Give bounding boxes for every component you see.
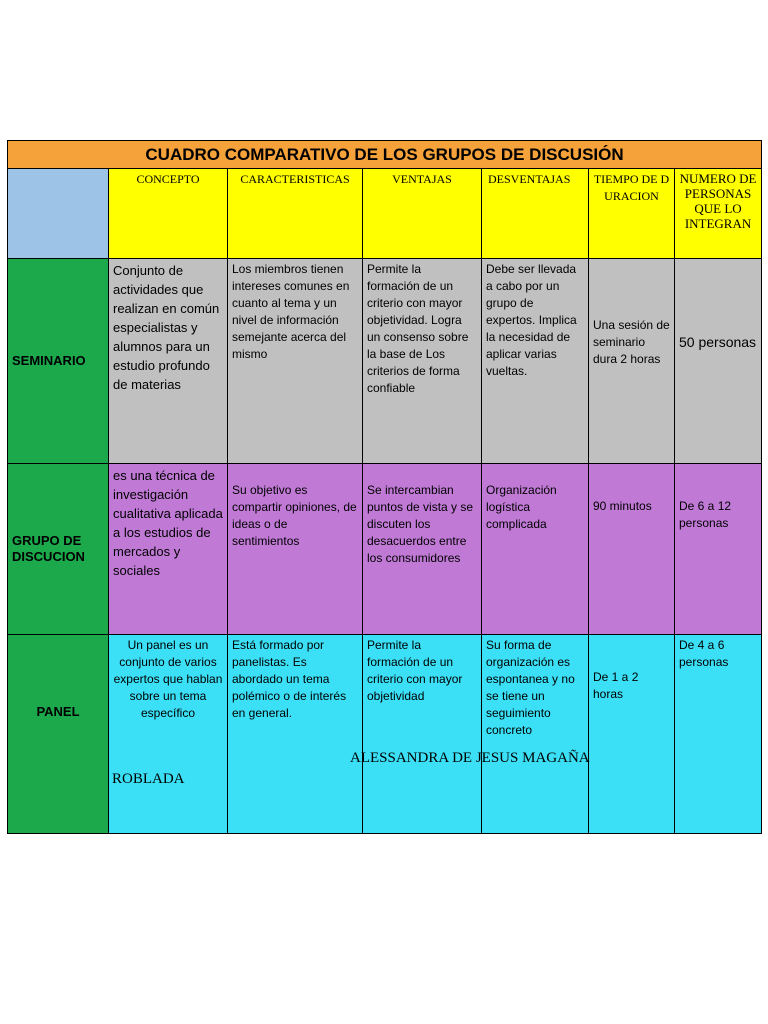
header-tiempo: TIEMPO DE DURACION [589,169,675,259]
cell-personas: De 6 a 12 personas [675,464,762,635]
cell-desventajas: Su forma de organización es espontanea y no se tiene un seguimiento concreto [482,635,589,834]
author-name: ALESSANDRA DE JESUS MAGAÑA [350,750,590,766]
header-desventajas: DESVENTAJAS [482,169,589,259]
author-surname: ROBLADA [112,771,185,787]
cell-desventajas: Organización logística complicada [482,464,589,635]
table-row [8,259,762,464]
header-blank-cell [8,169,109,259]
cell-concepto: Un panel es un conjunto de varios expertos que hablan sobre un tema específico [109,635,228,834]
header-caracteristicas: CARACTERISTICAS [228,169,363,259]
header-personas: NUMERO DE PERSONAS QUE LO INTEGRAN [675,169,762,259]
cell-ventajas: Permite la formación de un criterio con mayor objetividad [363,635,482,834]
cell-ventajas: Se intercambian puntos de vista y se discuten los desacuerdos entre los consumidores [363,464,482,635]
cell-desventajas: Debe ser llevada a cabo por un grupo de expertos. Implica la necesidad de aplicar varias vueltas. [482,259,589,464]
comparison-table [7,140,762,834]
table-row [8,464,762,635]
cell-personas: De 4 a 6 personas [675,635,762,834]
cell-caracteristicas: Está formado por panelistas. Es abordado un tema polémico o de interés en general. [228,635,363,834]
row-label-panel: PANEL [8,635,109,834]
row-label-seminario: SEMINARIO [8,259,109,464]
table-title: CUADRO COMPARATIVO DE LOS GRUPOS DE DISCUSIÓN [8,141,762,169]
cell-caracteristicas: Los miembros tienen intereses comunes en cuanto al tema y un nivel de información semejante acerca del mismo [228,259,363,464]
cell-tiempo: De 1 a 2 horas [589,635,675,834]
header-concepto: CONCEPTO [109,169,228,259]
cell-tiempo: Una sesión de seminario dura 2 horas [589,259,675,464]
header-ventajas: VENTAJAS [363,169,482,259]
row-label-grupo-de-discucion: GRUPO DE DISCUCION [8,464,109,635]
cell-ventajas: Permite la formación de un criterio con mayor objetividad. Logra un consenso sobre la base de Los criterios de forma confiable [363,259,482,464]
cell-personas: 50 personas [675,259,762,464]
table-row [8,635,762,834]
cell-tiempo: 90 minutos [589,464,675,635]
cell-concepto: Conjunto de actividades que realizan en común especialistas y alumnos para un estudio profundo de materias [109,259,228,464]
cell-concepto: es una técnica de investigación cualitativa aplicada a los estudios de mercados y sociales [109,464,228,635]
cell-caracteristicas: Su objetivo es compartir opiniones, de ideas o de sentimientos [228,464,363,635]
